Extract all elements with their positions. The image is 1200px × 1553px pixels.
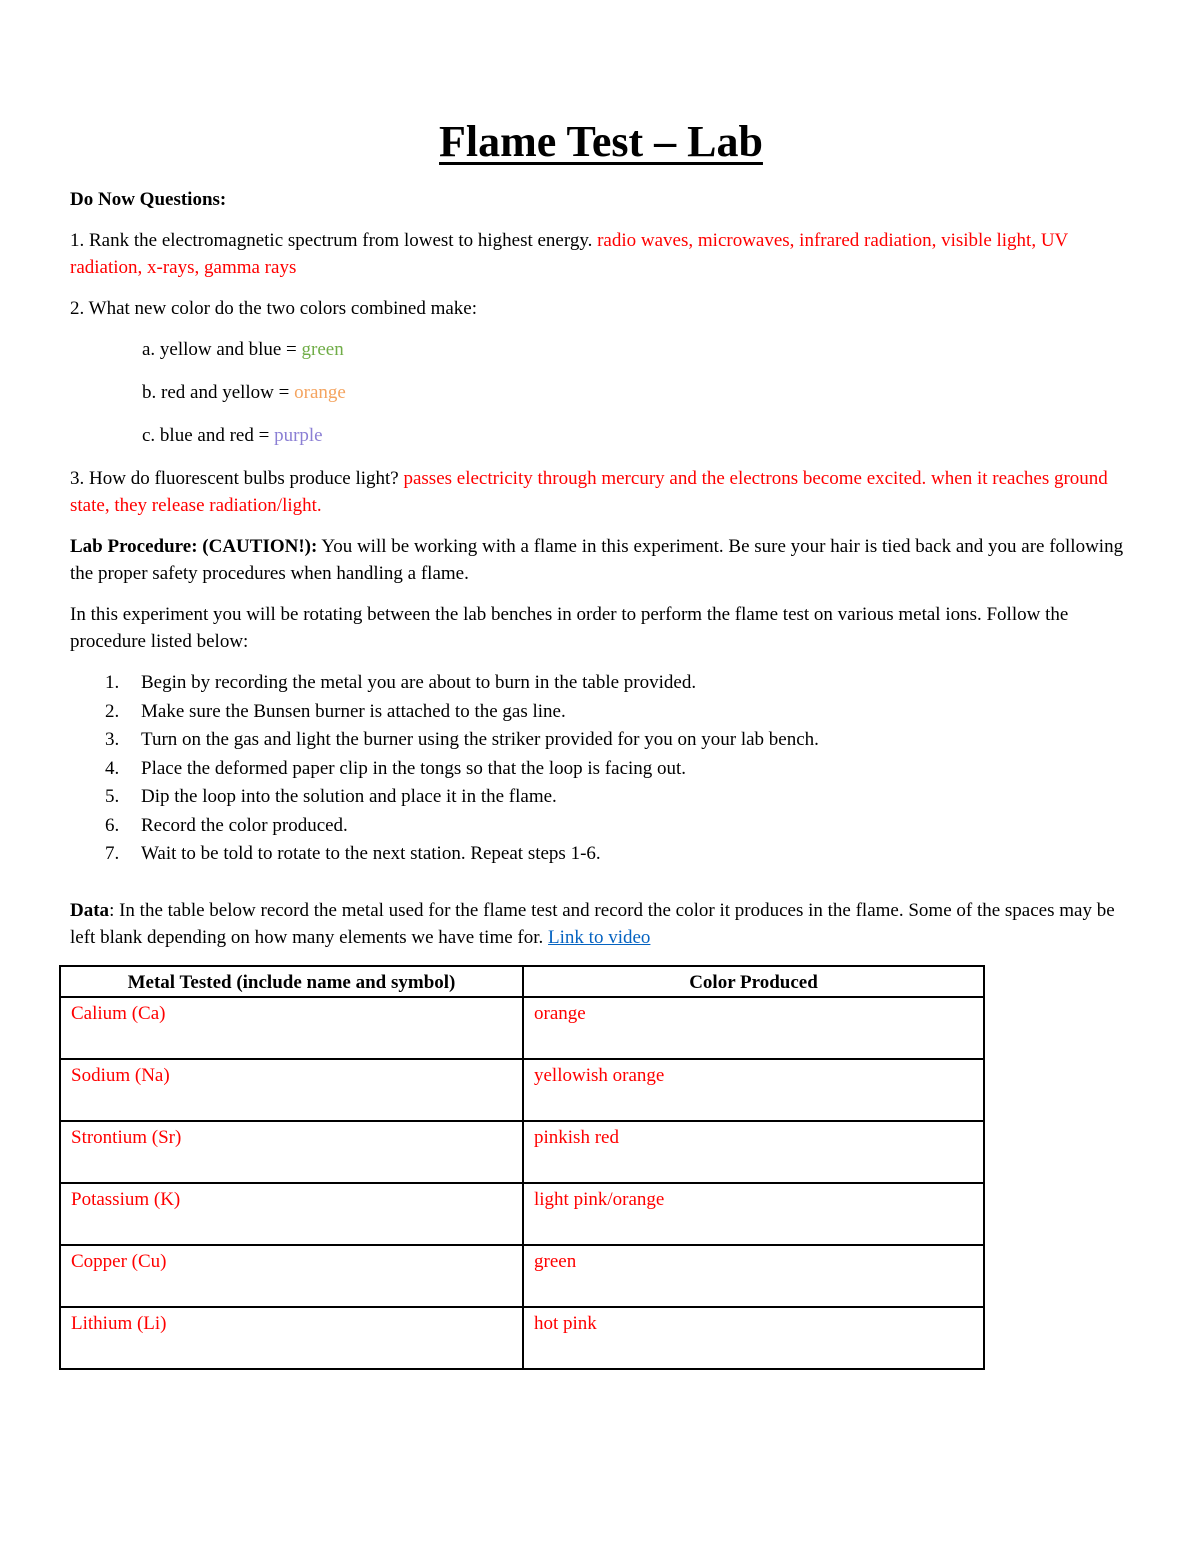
video-link[interactable]: Link to video (548, 926, 651, 948)
question-3-text: 3. How do fluorescent bulbs produce light? (70, 468, 399, 489)
list-item (70, 812, 1132, 841)
do-now-heading: Do Now Questions: (70, 189, 227, 210)
step-number: 5. (105, 786, 120, 807)
question-2a-answer: green (301, 339, 344, 360)
list-item (70, 726, 1132, 755)
table-row (60, 1059, 984, 1121)
table-row (60, 1307, 984, 1369)
flame-test-table (59, 965, 985, 1370)
question-2c-answer: purple (274, 425, 323, 446)
page-title: Flame Test – Lab (439, 117, 763, 166)
procedure-steps (70, 669, 1132, 869)
data-text: : In the table below record the metal used for the flame test and record the color it produces in the flame. Some of the spaces may be left blank depending on how many elements we have time for. (70, 899, 1115, 948)
question-3-answer: passes electricity through mercury and the electrons become excited. when it reaches ground state, they release radiation/light. (70, 468, 1108, 516)
list-item (70, 698, 1132, 727)
step-text: Begin by recording the metal you are about to burn in the table provided. (141, 672, 697, 693)
step-number: 2. (105, 700, 120, 722)
step-text: Wait to be told to rotate to the next station. Repeat steps 1-6. (141, 843, 601, 864)
procedure-caution (70, 533, 1132, 587)
question-1-text: 1. Rank the electromagnetic spectrum from lowest to highest energy. (70, 230, 593, 251)
question-1 (70, 227, 1132, 281)
list-item (70, 783, 1132, 812)
step-text: Make sure the Bunsen burner is attached to the gas line. (141, 700, 566, 722)
metal-cell: Potassium (K) (60, 1183, 523, 1245)
procedure-intro: In this experiment you will be rotating between the lab benches in order to perform the flame test on various metal ions. Follow the procedure listed below: (70, 604, 1069, 652)
question-2a-text: a. yellow and blue = (142, 339, 297, 360)
list-item (70, 840, 1132, 869)
question-2a (70, 336, 1132, 363)
metal-cell: Calium (Ca) (60, 997, 523, 1059)
step-number: 3. (105, 729, 120, 750)
color-cell: hot pink (523, 1307, 984, 1369)
step-text: Place the deformed paper clip in the tongs so that the loop is facing out. (141, 757, 687, 779)
table-row (60, 1121, 984, 1183)
color-cell: green (523, 1245, 984, 1307)
step-number: 1. (105, 672, 120, 693)
question-2c-text: c. blue and red = (142, 425, 270, 446)
document-page (70, 112, 1132, 1370)
question-2b-answer: orange (294, 382, 346, 403)
list-item (70, 669, 1132, 698)
color-cell: pinkish red (523, 1121, 984, 1183)
step-number: 7. (105, 843, 120, 864)
question-2b (70, 379, 1132, 406)
step-text: Turn on the gas and light the burner using the striker provided for you on your lab bench. (141, 729, 819, 750)
data-section (70, 897, 1132, 951)
list-item (70, 755, 1132, 784)
question-3 (70, 465, 1132, 519)
step-number: 4. (105, 757, 120, 779)
metal-cell: Sodium (Na) (60, 1059, 523, 1121)
column-header-color: Color Produced (523, 966, 984, 997)
step-number: 6. (105, 814, 120, 836)
color-cell: light pink/orange (523, 1183, 984, 1245)
metal-cell: Lithium (Li) (60, 1307, 523, 1369)
table-row (60, 1183, 984, 1245)
color-cell: yellowish orange (523, 1059, 984, 1121)
data-label: Data (70, 899, 110, 921)
procedure-heading: Lab Procedure: (CAUTION!): (70, 536, 318, 557)
question-2b-text: b. red and yellow = (142, 382, 290, 403)
question-2: 2. What new color do the two colors combined make: (70, 298, 477, 319)
table-header-row (60, 966, 984, 997)
metal-cell: Copper (Cu) (60, 1245, 523, 1307)
question-1-answer: radio waves, microwaves, infrared radiation, visible light, UV radiation, x-rays, gamma rays (70, 230, 1068, 278)
color-cell: orange (523, 997, 984, 1059)
table-row (60, 1245, 984, 1307)
table-row (60, 997, 984, 1059)
question-2c (70, 422, 1132, 449)
procedure-caution-text: You will be working with a flame in this experiment. Be sure your hair is tied back and you are following the proper safety procedures when handling a flame. (70, 536, 1124, 584)
step-text: Dip the loop into the solution and place it in the flame. (141, 786, 557, 807)
metal-cell: Strontium (Sr) (60, 1121, 523, 1183)
step-text: Record the color produced. (141, 814, 348, 836)
column-header-metal: Metal Tested (include name and symbol) (60, 966, 523, 997)
